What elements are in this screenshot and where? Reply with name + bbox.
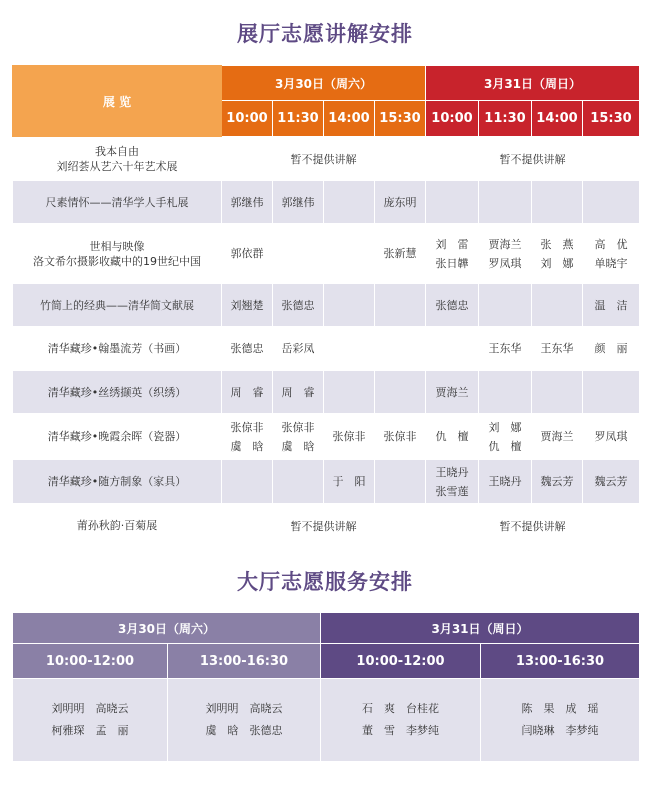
no-tour-notice: 暂不提供讲解 [222,137,426,181]
exhibition-name: 我本自由 刘绍荟从艺六十年艺术展 [13,137,222,181]
volunteer-cell: 郭继伟 [273,181,324,224]
hall-schedule-title: 大厅志愿服务安排 [237,570,413,594]
volunteer-cell: 张德忠 [222,327,273,371]
time-slot-header: 11:30 [479,101,532,137]
volunteer-cell: 王东华 [532,327,583,371]
time-slot-header: 15:30 [375,101,426,137]
exhibition-name: 尺素情怀——清华学人手札展 [13,181,222,224]
volunteer-cell: 张德忠 [426,284,479,327]
exhibition-row [13,137,640,181]
volunteer-cell [583,181,640,224]
exhibition-name: 清华藏珍•翰墨流芳（书画） [13,327,222,371]
hall-time-slot: 10:00-12:00 [321,644,481,679]
exhibition-name: 世相与映像 洛文希尔摄影收藏中的19世纪中国 [13,224,222,284]
exhibition-row [13,460,640,504]
hall-volunteers: 刘明明 高晓云 柯雅琛 孟 丽 [13,679,168,762]
volunteer-cell [273,460,324,504]
volunteer-cell: 于 阳 [324,460,375,504]
hall-time-slot: 13:00-16:30 [481,644,640,679]
volunteer-cell [222,460,273,504]
exhibition-column-header: 展 览 [13,66,222,137]
volunteer-cell: 张倞非 虞 晗 [273,414,324,460]
no-tour-notice: 暂不提供讲解 [222,504,426,548]
date-header-sunday: 3月31日（周日） [426,66,640,101]
volunteer-cell: 张倞非 [324,414,375,460]
time-slot-header: 14:00 [532,101,583,137]
volunteer-cell [583,371,640,414]
exhibition-name: 莆孙秋韵·百菊展 [13,504,222,548]
time-slot-header: 11:30 [273,101,324,137]
volunteer-cell: 高 优 单晓宇 [583,224,640,284]
volunteer-cell [375,284,426,327]
volunteer-cell: 罗凤琪 [583,414,640,460]
exhibition-schedule-table [12,65,640,548]
volunteer-cell: 贾海兰 罗凤琪 [479,224,532,284]
volunteer-cell: 岳彩凤 [273,327,324,371]
volunteer-cell: 刘翘楚 [222,284,273,327]
exhibition-row [13,504,640,548]
volunteer-cell: 张 燕 刘 娜 [532,224,583,284]
volunteer-cell: 刘 娜 仇 檀 [479,414,532,460]
volunteer-cell: 贾海兰 [532,414,583,460]
hall-volunteers: 刘明明 高晓云 虞 晗 张德忠 [168,679,321,762]
volunteer-cell: 温 洁 [583,284,640,327]
exhibition-name: 清华藏珍•随方制象（家具） [13,460,222,504]
volunteer-cell [375,460,426,504]
volunteer-cell: 张倞非 [375,414,426,460]
hall-time-slot: 13:00-16:30 [168,644,321,679]
volunteer-cell [375,371,426,414]
no-tour-notice: 暂不提供讲解 [426,137,640,181]
time-slot-header: 10:00 [222,101,273,137]
exhibition-row [13,327,640,371]
exhibition-schedule-title: 展厅志愿讲解安排 [237,22,413,46]
volunteer-cell: 王晓丹 [479,460,532,504]
volunteer-cell [532,181,583,224]
volunteer-cell [479,181,532,224]
no-tour-notice: 暂不提供讲解 [426,504,640,548]
volunteer-cell [426,181,479,224]
volunteer-cell: 王晓丹 张雪莲 [426,460,479,504]
time-slot-header: 15:30 [583,101,640,137]
time-slot-header: 14:00 [324,101,375,137]
volunteer-cell: 庞东明 [375,181,426,224]
hall-schedule-table [12,612,640,762]
volunteer-cell: 郭依群 [222,224,273,284]
date-header-saturday: 3月30日（周六） [222,66,426,101]
exhibition-row [13,414,640,460]
exhibition-name: 清华藏珍•丝绣撷英（织绣） [13,371,222,414]
volunteer-cell: 张德忠 [273,284,324,327]
volunteer-cell: 刘 雷 张日韡 [426,224,479,284]
volunteer-cell [479,371,532,414]
hall-volunteers: 陈 果 成 瑶 闫晓琳 李梦纯 [481,679,640,762]
hall-date-header-sunday: 3月31日（周日） [321,613,640,644]
volunteer-cell: 张倞非 虞 晗 [222,414,273,460]
exhibition-name: 竹简上的经典——清华简文献展 [13,284,222,327]
volunteer-cell: 魏云芳 [532,460,583,504]
volunteer-cell [273,224,324,284]
volunteer-cell: 王东华 [479,327,532,371]
exhibition-name: 清华藏珍•晚霞余晖（瓷器） [13,414,222,460]
volunteer-cell [375,327,426,371]
volunteer-cell: 仇 檀 [426,414,479,460]
volunteer-cell [324,224,375,284]
volunteer-cell: 郭继伟 [222,181,273,224]
exhibition-row [13,181,640,224]
volunteer-cell: 颜 丽 [583,327,640,371]
volunteer-cell [426,327,479,371]
volunteer-cell: 周 睿 [273,371,324,414]
exhibition-row [13,284,640,327]
hall-time-slot: 10:00-12:00 [13,644,168,679]
hall-volunteers: 石 爽 台桂花 董 雪 李梦纯 [321,679,481,762]
volunteer-cell [532,371,583,414]
volunteer-cell: 张新慧 [375,224,426,284]
volunteer-cell: 周 睿 [222,371,273,414]
volunteer-cell [479,284,532,327]
volunteer-cell: 贾海兰 [426,371,479,414]
volunteer-cell [324,327,375,371]
volunteer-cell [324,181,375,224]
time-slot-header: 10:00 [426,101,479,137]
exhibition-row [13,371,640,414]
volunteer-cell [532,284,583,327]
hall-date-header-saturday: 3月30日（周六） [13,613,321,644]
volunteer-cell: 魏云芳 [583,460,640,504]
exhibition-row [13,224,640,284]
volunteer-cell [324,371,375,414]
volunteer-cell [324,284,375,327]
